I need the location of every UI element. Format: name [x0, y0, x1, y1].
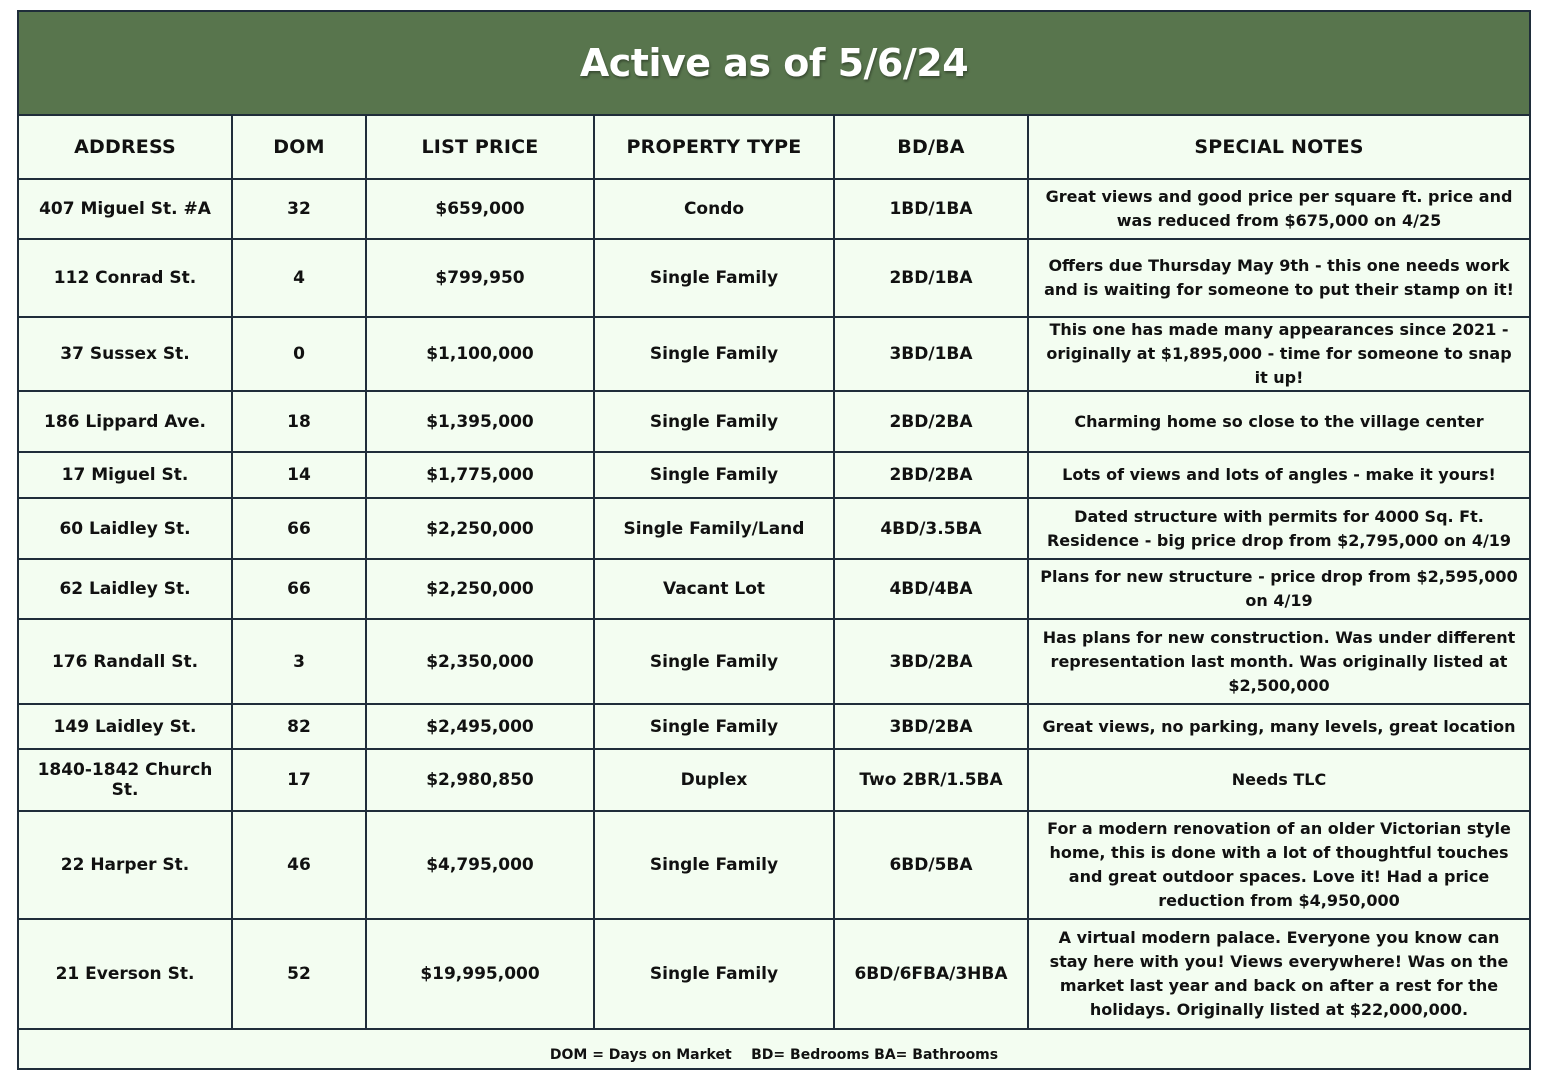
table-row	[19, 498, 1529, 559]
cell-list-price: $2,980,850	[366, 749, 594, 811]
column-header-property-type: PROPERTY TYPE	[594, 116, 834, 179]
cell-bd-ba: 4BD/4BA	[834, 559, 1028, 619]
cell-bd-ba: 2BD/1BA	[834, 239, 1028, 317]
cell-dom: 3	[232, 619, 366, 704]
cell-dom: 4	[232, 239, 366, 317]
cell-dom: 52	[232, 919, 366, 1029]
cell-bd-ba: 3BD/2BA	[834, 704, 1028, 749]
cell-list-price: $1,100,000	[366, 317, 594, 391]
table-row	[19, 919, 1529, 1029]
column-header-address: ADDRESS	[19, 116, 232, 179]
table-row	[19, 239, 1529, 317]
cell-address: 112 Conrad St.	[19, 239, 232, 317]
column-header-bd-ba: BD/BA	[834, 116, 1028, 179]
cell-list-price: $2,250,000	[366, 498, 594, 559]
cell-list-price: $19,995,000	[366, 919, 594, 1029]
cell-special-notes: Has plans for new construction. Was under different representation last month. Was originally listed at $2,500,000	[1028, 619, 1529, 704]
cell-special-notes: Offers due Thursday May 9th - this one needs work and is waiting for someone to put their stamp on it!	[1028, 239, 1529, 317]
cell-special-notes: A virtual modern palace. Everyone you know can stay here with you! Views everywhere! Was on the market last year and back on after a rest for the holidays. Originally listed at $22,000,000.	[1028, 919, 1529, 1029]
cell-address: 37 Sussex St.	[19, 317, 232, 391]
cell-special-notes: Charming home so close to the village center	[1028, 391, 1529, 452]
cell-address: 149 Laidley St.	[19, 704, 232, 749]
cell-list-price: $1,395,000	[366, 391, 594, 452]
cell-list-price: $2,350,000	[366, 619, 594, 704]
cell-property-type: Single Family	[594, 619, 834, 704]
cell-list-price: $1,775,000	[366, 452, 594, 498]
cell-property-type: Duplex	[594, 749, 834, 811]
cell-special-notes: Great views, no parking, many levels, great location	[1028, 704, 1529, 749]
table-row	[19, 559, 1529, 619]
cell-address: 62 Laidley St.	[19, 559, 232, 619]
column-header-special-notes: SPECIAL NOTES	[1028, 116, 1529, 179]
cell-property-type: Single Family	[594, 391, 834, 452]
cell-dom: 17	[232, 749, 366, 811]
cell-bd-ba: 6BD/6FBA/3HBA	[834, 919, 1028, 1029]
cell-address: 21 Everson St.	[19, 919, 232, 1029]
cell-dom: 46	[232, 811, 366, 919]
cell-property-type: Vacant Lot	[594, 559, 834, 619]
table-row	[19, 317, 1529, 391]
cell-dom: 66	[232, 498, 366, 559]
cell-property-type: Single Family/Land	[594, 498, 834, 559]
cell-special-notes: Great views and good price per square ft. price and was reduced from $675,000 on 4/25	[1028, 179, 1529, 239]
table-row	[19, 452, 1529, 498]
column-header-dom: DOM	[232, 116, 366, 179]
cell-bd-ba: 2BD/2BA	[834, 391, 1028, 452]
column-header-list-price: LIST PRICE	[366, 116, 594, 179]
cell-dom: 14	[232, 452, 366, 498]
cell-property-type: Condo	[594, 179, 834, 239]
cell-bd-ba: 3BD/2BA	[834, 619, 1028, 704]
cell-dom: 32	[232, 179, 366, 239]
cell-address: 176 Randall St.	[19, 619, 232, 704]
table-row	[19, 749, 1529, 811]
cell-address: 1840-1842 Church St.	[19, 749, 232, 811]
cell-address: 60 Laidley St.	[19, 498, 232, 559]
cell-bd-ba: 3BD/1BA	[834, 317, 1028, 391]
cell-address: 22 Harper St.	[19, 811, 232, 919]
cell-list-price: $659,000	[366, 179, 594, 239]
table-row	[19, 619, 1529, 704]
table-row	[19, 179, 1529, 239]
table-row	[19, 391, 1529, 452]
cell-address: 407 Miguel St. #A	[19, 179, 232, 239]
cell-bd-ba: 4BD/3.5BA	[834, 498, 1028, 559]
cell-special-notes: Needs TLC	[1028, 749, 1529, 811]
legend-footer: DOM = Days on Market BD= Bedrooms BA= Bathrooms	[549, 1047, 999, 1063]
cell-list-price: $4,795,000	[366, 811, 594, 919]
cell-address: 17 Miguel St.	[19, 452, 232, 498]
page-title: Active as of 5/6/24	[579, 41, 969, 85]
cell-address: 186 Lippard Ave.	[19, 391, 232, 452]
cell-special-notes: For a modern renovation of an older Victorian style home, this is done with a lot of thoughtful touches and great outdoor spaces. Love it! Had a price reduction from $4,950,000	[1028, 811, 1529, 919]
cell-list-price: $2,495,000	[366, 704, 594, 749]
listings-table	[19, 116, 1529, 1030]
header-row	[19, 116, 1529, 179]
listings-sheet	[17, 10, 1531, 1070]
cell-property-type: Single Family	[594, 452, 834, 498]
cell-property-type: Single Family	[594, 919, 834, 1029]
table-row	[19, 704, 1529, 749]
title-banner	[19, 12, 1529, 116]
cell-special-notes: Lots of views and lots of angles - make it yours!	[1028, 452, 1529, 498]
cell-bd-ba: 6BD/5BA	[834, 811, 1028, 919]
cell-dom: 66	[232, 559, 366, 619]
cell-dom: 18	[232, 391, 366, 452]
cell-bd-ba: 2BD/2BA	[834, 452, 1028, 498]
cell-list-price: $2,250,000	[366, 559, 594, 619]
cell-property-type: Single Family	[594, 811, 834, 919]
table-row	[19, 811, 1529, 919]
cell-dom: 0	[232, 317, 366, 391]
cell-bd-ba: Two 2BR/1.5BA	[834, 749, 1028, 811]
cell-special-notes: Dated structure with permits for 4000 Sq. Ft. Residence - big price drop from $2,795,000 on 4/19	[1028, 498, 1529, 559]
cell-bd-ba: 1BD/1BA	[834, 179, 1028, 239]
cell-special-notes: This one has made many appearances since 2021 - originally at $1,895,000 - time for someone to snap it up!	[1028, 317, 1529, 391]
cell-list-price: $799,950	[366, 239, 594, 317]
cell-property-type: Single Family	[594, 239, 834, 317]
cell-property-type: Single Family	[594, 317, 834, 391]
cell-dom: 82	[232, 704, 366, 749]
cell-special-notes: Plans for new structure - price drop from $2,595,000 on 4/19	[1028, 559, 1529, 619]
cell-property-type: Single Family	[594, 704, 834, 749]
